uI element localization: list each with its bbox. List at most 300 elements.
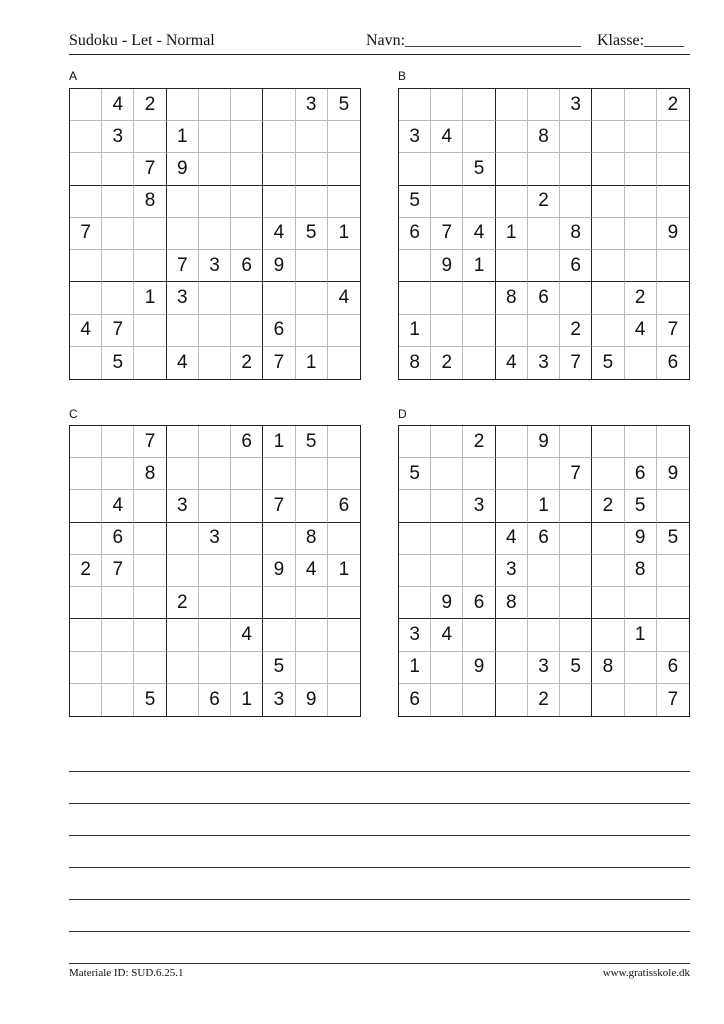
sudoku-cell[interactable]: 3: [263, 684, 295, 716]
sudoku-cell[interactable]: [328, 250, 360, 282]
sudoku-cell[interactable]: [231, 458, 263, 490]
sudoku-cell[interactable]: [431, 523, 463, 555]
sudoku-cell[interactable]: 2: [167, 587, 199, 619]
sudoku-cell[interactable]: [134, 121, 166, 153]
sudoku-cell[interactable]: [70, 250, 102, 282]
sudoku-cell[interactable]: [296, 153, 328, 185]
sudoku-cell[interactable]: [560, 490, 592, 522]
sudoku-cell[interactable]: 7: [134, 426, 166, 458]
sudoku-cell[interactable]: 3: [528, 347, 560, 379]
sudoku-cell[interactable]: 4: [328, 282, 360, 314]
sudoku-cell[interactable]: 6: [231, 250, 263, 282]
sudoku-cell[interactable]: 4: [102, 89, 134, 121]
sudoku-cell[interactable]: [102, 282, 134, 314]
sudoku-cell[interactable]: [102, 652, 134, 684]
sudoku-cell[interactable]: [592, 315, 624, 347]
sudoku-cell[interactable]: [463, 684, 495, 716]
sudoku-cell[interactable]: [102, 186, 134, 218]
sudoku-cell[interactable]: 2: [431, 347, 463, 379]
sudoku-cell[interactable]: 6: [399, 684, 431, 716]
sudoku-cell[interactable]: [625, 426, 657, 458]
sudoku-cell[interactable]: 5: [296, 218, 328, 250]
sudoku-cell[interactable]: 5: [625, 490, 657, 522]
sudoku-cell[interactable]: 2: [134, 89, 166, 121]
sudoku-cell[interactable]: [167, 186, 199, 218]
sudoku-cell[interactable]: [167, 89, 199, 121]
sudoku-cell[interactable]: 7: [263, 347, 295, 379]
sudoku-cell[interactable]: [167, 426, 199, 458]
sudoku-cell[interactable]: 3: [102, 121, 134, 153]
sudoku-cell[interactable]: [102, 426, 134, 458]
sudoku-cell[interactable]: [528, 250, 560, 282]
sudoku-cell[interactable]: 8: [625, 555, 657, 587]
sudoku-cell[interactable]: [134, 587, 166, 619]
sudoku-cell[interactable]: [463, 523, 495, 555]
sudoku-cell[interactable]: 5: [399, 186, 431, 218]
sudoku-cell[interactable]: [592, 89, 624, 121]
sudoku-cell[interactable]: [657, 587, 689, 619]
sudoku-cell[interactable]: [199, 121, 231, 153]
sudoku-cell[interactable]: [592, 153, 624, 185]
sudoku-cell[interactable]: [296, 186, 328, 218]
sudoku-cell[interactable]: 6: [560, 250, 592, 282]
sudoku-cell[interactable]: [399, 555, 431, 587]
sudoku-cell[interactable]: [625, 684, 657, 716]
sudoku-cell[interactable]: [431, 458, 463, 490]
sudoku-cell[interactable]: [399, 426, 431, 458]
sudoku-cell[interactable]: 4: [102, 490, 134, 522]
sudoku-cell[interactable]: [399, 153, 431, 185]
sudoku-cell[interactable]: [560, 121, 592, 153]
website-link[interactable]: www.gratisskole.dk: [602, 967, 690, 979]
sudoku-cell[interactable]: [328, 619, 360, 651]
sudoku-cell[interactable]: [399, 587, 431, 619]
sudoku-cell[interactable]: 1: [328, 218, 360, 250]
sudoku-cell[interactable]: [625, 121, 657, 153]
sudoku-cell[interactable]: [592, 523, 624, 555]
sudoku-cell[interactable]: [231, 121, 263, 153]
sudoku-cell[interactable]: [296, 121, 328, 153]
sudoku-cell[interactable]: 4: [70, 315, 102, 347]
sudoku-cell[interactable]: [592, 282, 624, 314]
class-field[interactable]: Klasse:_____: [597, 32, 685, 49]
sudoku-cell[interactable]: 9: [263, 250, 295, 282]
sudoku-cell[interactable]: [328, 523, 360, 555]
sudoku-cell[interactable]: [528, 458, 560, 490]
sudoku-cell[interactable]: [328, 458, 360, 490]
sudoku-cell[interactable]: 1: [263, 426, 295, 458]
sudoku-cell[interactable]: [431, 490, 463, 522]
sudoku-cell[interactable]: [328, 347, 360, 379]
sudoku-cell[interactable]: 1: [496, 218, 528, 250]
sudoku-cell[interactable]: 4: [296, 555, 328, 587]
sudoku-cell[interactable]: 6: [625, 458, 657, 490]
sudoku-cell[interactable]: [657, 555, 689, 587]
sudoku-cell[interactable]: [167, 652, 199, 684]
sudoku-cell[interactable]: 9: [431, 587, 463, 619]
sudoku-cell[interactable]: [199, 218, 231, 250]
sudoku-cell[interactable]: [496, 684, 528, 716]
sudoku-cell[interactable]: [328, 587, 360, 619]
sudoku-cell[interactable]: 7: [70, 218, 102, 250]
sudoku-cell[interactable]: [496, 153, 528, 185]
sudoku-cell[interactable]: [463, 282, 495, 314]
sudoku-cell[interactable]: [167, 619, 199, 651]
sudoku-cell[interactable]: [199, 347, 231, 379]
sudoku-cell[interactable]: [263, 153, 295, 185]
sudoku-cell[interactable]: [102, 587, 134, 619]
sudoku-cell[interactable]: [463, 555, 495, 587]
sudoku-cell[interactable]: [496, 619, 528, 651]
sudoku-cell[interactable]: [102, 619, 134, 651]
sudoku-cell[interactable]: [657, 121, 689, 153]
sudoku-cell[interactable]: 6: [263, 315, 295, 347]
sudoku-cell[interactable]: [657, 619, 689, 651]
sudoku-cell[interactable]: 8: [399, 347, 431, 379]
sudoku-cell[interactable]: [70, 426, 102, 458]
sudoku-cell[interactable]: [560, 619, 592, 651]
sudoku-cell[interactable]: [528, 218, 560, 250]
sudoku-cell[interactable]: [592, 619, 624, 651]
sudoku-cell[interactable]: 6: [657, 652, 689, 684]
sudoku-cell[interactable]: 7: [560, 458, 592, 490]
sudoku-cell[interactable]: [328, 426, 360, 458]
sudoku-cell[interactable]: [231, 490, 263, 522]
sudoku-cell[interactable]: 5: [328, 89, 360, 121]
sudoku-cell[interactable]: 5: [102, 347, 134, 379]
sudoku-cell[interactable]: [328, 121, 360, 153]
sudoku-cell[interactable]: 6: [231, 426, 263, 458]
sudoku-cell[interactable]: 4: [167, 347, 199, 379]
sudoku-cell[interactable]: [496, 426, 528, 458]
sudoku-cell[interactable]: [528, 619, 560, 651]
sudoku-cell[interactable]: [592, 186, 624, 218]
sudoku-cell[interactable]: [134, 652, 166, 684]
sudoku-cell[interactable]: 5: [399, 458, 431, 490]
sudoku-cell[interactable]: [496, 490, 528, 522]
sudoku-cell[interactable]: 6: [399, 218, 431, 250]
sudoku-cell[interactable]: [134, 619, 166, 651]
sudoku-cell[interactable]: [592, 250, 624, 282]
sudoku-cell[interactable]: 2: [560, 315, 592, 347]
sudoku-cell[interactable]: [431, 652, 463, 684]
sudoku-cell[interactable]: [231, 282, 263, 314]
sudoku-cell[interactable]: [528, 587, 560, 619]
sudoku-cell[interactable]: 5: [657, 523, 689, 555]
sudoku-cell[interactable]: 2: [625, 282, 657, 314]
sudoku-cell[interactable]: [657, 250, 689, 282]
sudoku-cell[interactable]: [263, 121, 295, 153]
sudoku-cell[interactable]: 8: [560, 218, 592, 250]
sudoku-cell[interactable]: [328, 652, 360, 684]
sudoku-cell[interactable]: [328, 684, 360, 716]
sudoku-cell[interactable]: [167, 218, 199, 250]
sudoku-cell[interactable]: 5: [263, 652, 295, 684]
sudoku-cell[interactable]: [328, 186, 360, 218]
sudoku-cell[interactable]: [296, 619, 328, 651]
sudoku-cell[interactable]: [263, 282, 295, 314]
sudoku-cell[interactable]: [431, 684, 463, 716]
sudoku-cell[interactable]: [625, 250, 657, 282]
sudoku-cell[interactable]: 4: [263, 218, 295, 250]
sudoku-cell[interactable]: [199, 315, 231, 347]
sudoku-cell[interactable]: 7: [102, 555, 134, 587]
sudoku-cell[interactable]: 7: [167, 250, 199, 282]
sudoku-cell[interactable]: 9: [431, 250, 463, 282]
sudoku-cell[interactable]: [167, 458, 199, 490]
sudoku-cell[interactable]: [496, 186, 528, 218]
sudoku-cell[interactable]: 6: [328, 490, 360, 522]
sudoku-cell[interactable]: [463, 458, 495, 490]
sudoku-cell[interactable]: [399, 523, 431, 555]
sudoku-cell[interactable]: [102, 458, 134, 490]
sudoku-cell[interactable]: 9: [657, 218, 689, 250]
sudoku-cell[interactable]: 8: [528, 121, 560, 153]
sudoku-cell[interactable]: 8: [134, 186, 166, 218]
sudoku-cell[interactable]: [496, 652, 528, 684]
sudoku-cell[interactable]: [199, 282, 231, 314]
sudoku-cell[interactable]: [463, 315, 495, 347]
sudoku-cell[interactable]: [496, 89, 528, 121]
sudoku-cell[interactable]: [592, 555, 624, 587]
sudoku-cell[interactable]: 7: [657, 315, 689, 347]
sudoku-cell[interactable]: 9: [167, 153, 199, 185]
sudoku-cell[interactable]: [199, 555, 231, 587]
sudoku-cell[interactable]: 9: [263, 555, 295, 587]
sudoku-cell[interactable]: [70, 523, 102, 555]
sudoku-cell[interactable]: [592, 426, 624, 458]
sudoku-cell[interactable]: 4: [463, 218, 495, 250]
sudoku-cell[interactable]: [625, 347, 657, 379]
sudoku-cell[interactable]: 5: [134, 684, 166, 716]
sudoku-cell[interactable]: [431, 153, 463, 185]
sudoku-cell[interactable]: 7: [431, 218, 463, 250]
sudoku-cell[interactable]: [199, 186, 231, 218]
sudoku-cell[interactable]: 9: [528, 426, 560, 458]
sudoku-cell[interactable]: [134, 347, 166, 379]
sudoku-cell[interactable]: [263, 458, 295, 490]
sudoku-cell[interactable]: [625, 89, 657, 121]
sudoku-cell[interactable]: [399, 250, 431, 282]
sudoku-cell[interactable]: [134, 315, 166, 347]
sudoku-cell[interactable]: 8: [592, 652, 624, 684]
sudoku-cell[interactable]: 8: [496, 282, 528, 314]
sudoku-cell[interactable]: [328, 315, 360, 347]
sudoku-cell[interactable]: 8: [496, 587, 528, 619]
sudoku-cell[interactable]: [199, 426, 231, 458]
sudoku-cell[interactable]: [134, 250, 166, 282]
sudoku-cell[interactable]: [528, 555, 560, 587]
sudoku-cell[interactable]: 6: [102, 523, 134, 555]
sudoku-cell[interactable]: [263, 587, 295, 619]
sudoku-cell[interactable]: 1: [399, 315, 431, 347]
sudoku-cell[interactable]: [296, 282, 328, 314]
sudoku-cell[interactable]: [560, 426, 592, 458]
sudoku-cell[interactable]: [528, 315, 560, 347]
sudoku-cell[interactable]: [70, 121, 102, 153]
sudoku-cell[interactable]: [431, 282, 463, 314]
sudoku-cell[interactable]: 3: [167, 490, 199, 522]
sudoku-cell[interactable]: 2: [528, 186, 560, 218]
sudoku-cell[interactable]: 7: [102, 315, 134, 347]
sudoku-cell[interactable]: [70, 619, 102, 651]
sudoku-cell[interactable]: [431, 186, 463, 218]
sudoku-cell[interactable]: [399, 89, 431, 121]
sudoku-cell[interactable]: 3: [167, 282, 199, 314]
sudoku-cell[interactable]: 4: [431, 121, 463, 153]
sudoku-cell[interactable]: 4: [496, 523, 528, 555]
sudoku-cell[interactable]: [657, 186, 689, 218]
sudoku-cell[interactable]: 9: [625, 523, 657, 555]
sudoku-cell[interactable]: 5: [463, 153, 495, 185]
sudoku-cell[interactable]: [263, 89, 295, 121]
sudoku-cell[interactable]: 4: [625, 315, 657, 347]
sudoku-cell[interactable]: [167, 684, 199, 716]
sudoku-cell[interactable]: [399, 490, 431, 522]
sudoku-cell[interactable]: [657, 282, 689, 314]
sudoku-cell[interactable]: 2: [528, 684, 560, 716]
sudoku-cell[interactable]: 9: [463, 652, 495, 684]
sudoku-cell[interactable]: 2: [592, 490, 624, 522]
sudoku-cell[interactable]: [296, 315, 328, 347]
sudoku-cell[interactable]: [560, 523, 592, 555]
sudoku-cell[interactable]: 5: [592, 347, 624, 379]
sudoku-cell[interactable]: [399, 282, 431, 314]
sudoku-cell[interactable]: [199, 153, 231, 185]
sudoku-cell[interactable]: [70, 347, 102, 379]
sudoku-cell[interactable]: 4: [496, 347, 528, 379]
sudoku-cell[interactable]: [625, 153, 657, 185]
sudoku-cell[interactable]: 3: [199, 250, 231, 282]
sudoku-cell[interactable]: [70, 490, 102, 522]
sudoku-cell[interactable]: [496, 458, 528, 490]
sudoku-cell[interactable]: 1: [231, 684, 263, 716]
sudoku-cell[interactable]: 1: [328, 555, 360, 587]
sudoku-cell[interactable]: [463, 186, 495, 218]
sudoku-cell[interactable]: [70, 153, 102, 185]
sudoku-cell[interactable]: [231, 153, 263, 185]
sudoku-cell[interactable]: [70, 587, 102, 619]
sudoku-cell[interactable]: 9: [657, 458, 689, 490]
sudoku-cell[interactable]: [560, 684, 592, 716]
sudoku-cell[interactable]: 7: [134, 153, 166, 185]
sudoku-cell[interactable]: [496, 121, 528, 153]
sudoku-cell[interactable]: [70, 89, 102, 121]
sudoku-cell[interactable]: [231, 218, 263, 250]
sudoku-cell[interactable]: 6: [528, 282, 560, 314]
sudoku-cell[interactable]: [102, 153, 134, 185]
sudoku-cell[interactable]: 3: [496, 555, 528, 587]
sudoku-cell[interactable]: 1: [625, 619, 657, 651]
name-field[interactable]: Navn:______________________: [366, 32, 582, 49]
sudoku-cell[interactable]: 6: [463, 587, 495, 619]
sudoku-cell[interactable]: [199, 490, 231, 522]
sudoku-cell[interactable]: [657, 490, 689, 522]
sudoku-cell[interactable]: [592, 587, 624, 619]
sudoku-cell[interactable]: 6: [528, 523, 560, 555]
sudoku-cell[interactable]: [199, 619, 231, 651]
sudoku-cell[interactable]: 8: [296, 523, 328, 555]
sudoku-cell[interactable]: 3: [296, 89, 328, 121]
sudoku-cell[interactable]: [231, 315, 263, 347]
sudoku-cell[interactable]: [592, 121, 624, 153]
sudoku-cell[interactable]: [463, 619, 495, 651]
sudoku-cell[interactable]: [231, 186, 263, 218]
sudoku-cell[interactable]: [231, 523, 263, 555]
sudoku-cell[interactable]: 3: [528, 652, 560, 684]
sudoku-cell[interactable]: [463, 89, 495, 121]
sudoku-cell[interactable]: 3: [463, 490, 495, 522]
sudoku-cell[interactable]: 1: [463, 250, 495, 282]
sudoku-cell[interactable]: [199, 587, 231, 619]
sudoku-cell[interactable]: [625, 218, 657, 250]
sudoku-cell[interactable]: 1: [296, 347, 328, 379]
sudoku-cell[interactable]: [231, 555, 263, 587]
sudoku-cell[interactable]: [463, 121, 495, 153]
sudoku-cell[interactable]: 8: [134, 458, 166, 490]
sudoku-cell[interactable]: [463, 347, 495, 379]
sudoku-cell[interactable]: 3: [560, 89, 592, 121]
sudoku-cell[interactable]: [592, 218, 624, 250]
sudoku-cell[interactable]: 1: [399, 652, 431, 684]
sudoku-cell[interactable]: [134, 218, 166, 250]
sudoku-cell[interactable]: [167, 555, 199, 587]
sudoku-cell[interactable]: 6: [667, 351, 679, 373]
sudoku-cell[interactable]: [296, 652, 328, 684]
sudoku-cell[interactable]: [134, 523, 166, 555]
sudoku-cell[interactable]: [134, 555, 166, 587]
sudoku-cell[interactable]: [431, 426, 463, 458]
sudoku-cell[interactable]: [263, 523, 295, 555]
sudoku-cell[interactable]: 7: [263, 490, 295, 522]
sudoku-cell[interactable]: 1: [134, 282, 166, 314]
sudoku-cell[interactable]: 2: [657, 89, 689, 121]
sudoku-cell[interactable]: [657, 426, 689, 458]
sudoku-cell[interactable]: 2: [231, 347, 263, 379]
sudoku-cell[interactable]: [296, 490, 328, 522]
sudoku-cell[interactable]: [70, 684, 102, 716]
sudoku-cell[interactable]: 7: [667, 688, 679, 710]
sudoku-cell[interactable]: 3: [199, 523, 231, 555]
sudoku-cell[interactable]: [231, 89, 263, 121]
sudoku-cell[interactable]: 2: [463, 426, 495, 458]
sudoku-cell[interactable]: [560, 153, 592, 185]
sudoku-cell[interactable]: [496, 250, 528, 282]
sudoku-cell[interactable]: 1: [167, 121, 199, 153]
sudoku-cell[interactable]: [431, 315, 463, 347]
sudoku-cell[interactable]: [431, 89, 463, 121]
sudoku-cell[interactable]: 5: [296, 426, 328, 458]
sudoku-cell[interactable]: [263, 619, 295, 651]
sudoku-cell[interactable]: [167, 315, 199, 347]
sudoku-cell[interactable]: [70, 186, 102, 218]
sudoku-cell[interactable]: [592, 458, 624, 490]
sudoku-cell[interactable]: [496, 315, 528, 347]
sudoku-cell[interactable]: [70, 458, 102, 490]
sudoku-cell[interactable]: [231, 587, 263, 619]
sudoku-cell[interactable]: [70, 282, 102, 314]
sudoku-cell[interactable]: [560, 555, 592, 587]
sudoku-cell[interactable]: 2: [70, 555, 102, 587]
sudoku-cell[interactable]: [199, 89, 231, 121]
sudoku-cell[interactable]: [657, 153, 689, 185]
sudoku-cell[interactable]: [560, 282, 592, 314]
sudoku-cell[interactable]: [528, 153, 560, 185]
sudoku-cell[interactable]: [199, 458, 231, 490]
sudoku-cell[interactable]: [102, 250, 134, 282]
sudoku-cell[interactable]: 4: [231, 619, 263, 651]
sudoku-cell[interactable]: 6: [199, 684, 231, 716]
